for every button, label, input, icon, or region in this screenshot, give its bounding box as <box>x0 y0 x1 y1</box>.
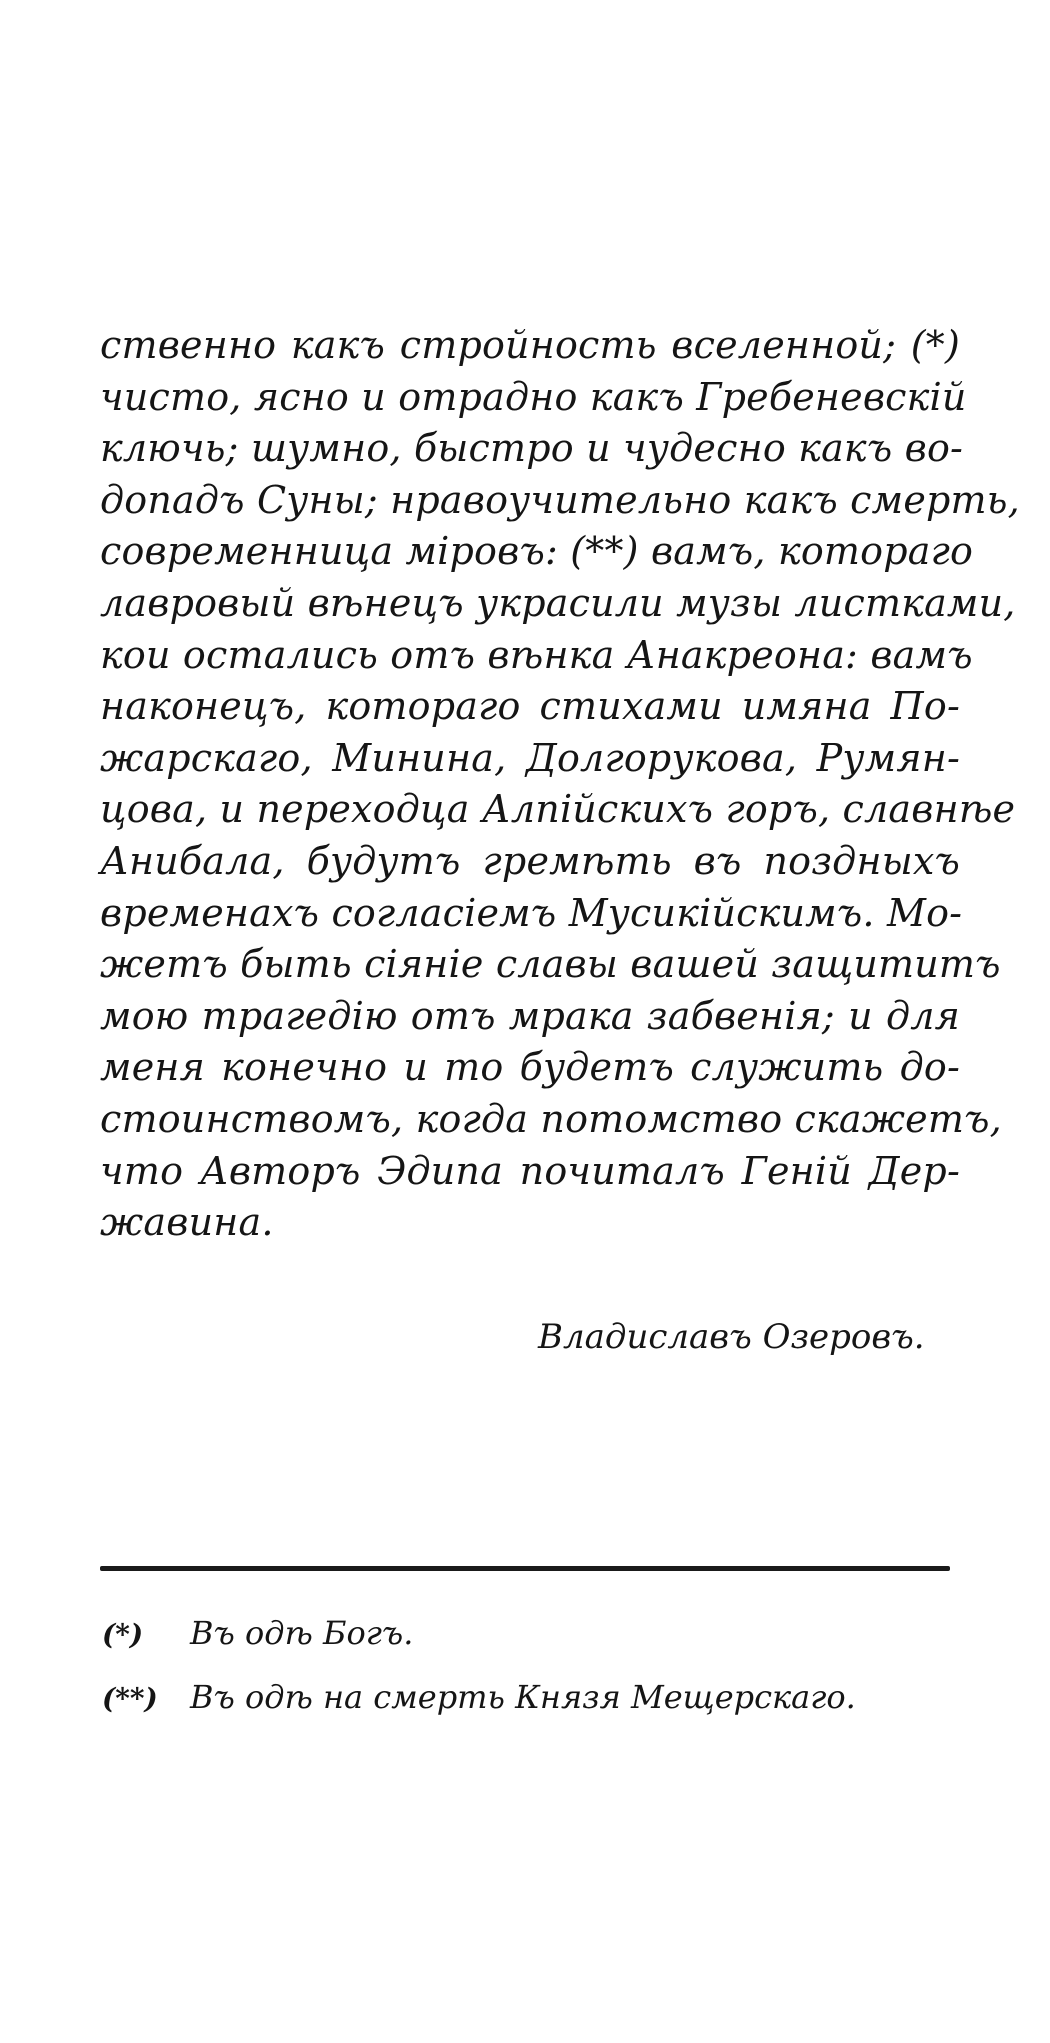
text-line: Анибала, будутъ гремѣть въ поздныхъ <box>100 838 960 883</box>
text-line: ключь; шумно, быстро и чудесно какъ во- <box>100 426 964 471</box>
dedication-text <box>100 320 1020 1249</box>
text-line: наконецъ, котораго стихами имяна По- <box>100 684 960 729</box>
text-line: допадъ Суны; нравоучительно какъ смерть, <box>100 477 1020 522</box>
footnote-divider <box>100 1566 950 1571</box>
footnote-mark: (**) <box>102 1682 158 1715</box>
text-line: жетъ быть сіяніе славы вашей защититъ <box>100 942 1001 987</box>
text-line: стоинствомъ, когда потомство скажетъ, <box>100 1096 1002 1141</box>
text-line: кои остались отъ вѣнка Анакреона: вамъ <box>100 632 973 677</box>
text-line: жавина. <box>100 1200 274 1245</box>
footnote <box>102 1676 856 1720</box>
footnote-mark: (*) <box>102 1618 144 1651</box>
text-line: лавровый вѣнецъ украсили музы листками, <box>100 580 1016 625</box>
text-line: временахъ согласіемъ Мусикійскимъ. Мо- <box>100 890 963 935</box>
footnote-text: Въ одѣ Богъ. <box>190 1614 414 1652</box>
text-line: современница міровъ: (**) вамъ, котораго <box>100 529 974 574</box>
footnote <box>102 1612 413 1656</box>
text-line: что Авторъ Эдипа почиталъ Геній Дер- <box>100 1148 960 1193</box>
text-line: цова, и переходца Алпійскихъ горъ, славнѣе <box>100 787 1016 832</box>
text-line: меня конечно и то будетъ служить до- <box>100 1045 960 1090</box>
text-line: ственно какъ стройность вселенной; (*) <box>100 323 960 367</box>
footnote-text: Въ одѣ на смерть Князя Мещерскаго. <box>190 1678 856 1716</box>
text-line: мою трагедію отъ мрака забвенія; и для <box>100 993 960 1038</box>
text-line: чисто, ясно и отрадно какъ Гребеневскій <box>100 374 967 419</box>
text-line: жарскаго, Минина, Долгорукова, Румян- <box>100 735 960 780</box>
author-signature: Владиславъ Озеровъ. <box>538 1317 925 1357</box>
